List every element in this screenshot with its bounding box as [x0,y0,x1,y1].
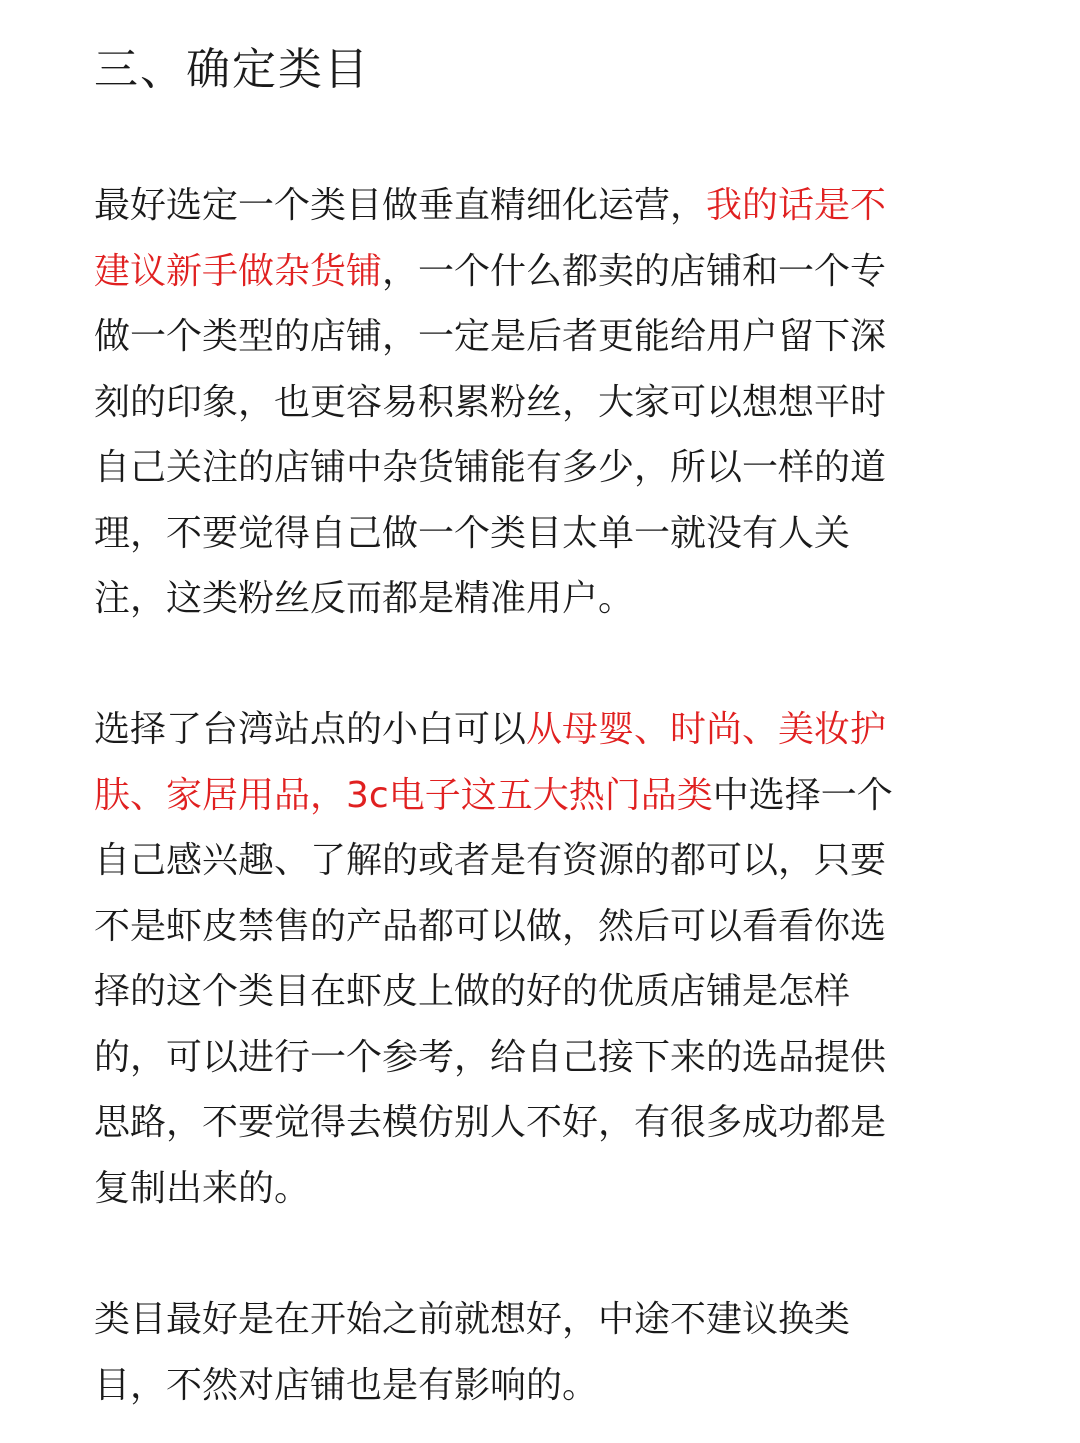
paragraph-line: 刻的印象，也更容易积累粉丝，大家可以想想平时 [94,381,887,423]
line-text: 选择了台湾站点的小白可以 [94,709,527,750]
paragraph-line [94,239,994,305]
highlight-text: 建议新手做杂货铺 [94,250,383,292]
paragraph-3 [94,1287,994,1418]
paragraph-line [94,173,994,239]
highlight-text: 从母婴、时尚、美妆护 [526,709,887,750]
paragraph-line: 复制出来的。 [94,1167,311,1209]
paragraph-line: 注，这类粉丝反而都是精准用户。 [94,578,635,619]
section-title: 三、确定类目 [94,44,370,95]
paragraph-line: 目，不然对店铺也是有影响的。 [94,1364,599,1406]
paragraph-line [94,763,994,829]
paragraph-2 [94,697,994,1221]
highlight-text: 肤、家居用品，3c电子这五大热门品类 [94,774,713,816]
paragraph-line: 类目最好是在开始之前就想好，中途不建议换类 [94,1299,851,1340]
paragraph-line [94,697,994,763]
line-text: ，一个什么都卖的店铺和一个专 [382,250,887,292]
paragraph-line: 自己感兴趣、了解的或者是有资源的都可以，只要 [94,840,887,881]
highlight-text: 我的话是不 [706,185,887,226]
paragraph-line: 的，可以进行一个参考，给自己接下来的选品提供 [94,1036,887,1078]
paragraph-line: 自己关注的店铺中杂货铺能有多少，所以一样的道 [94,447,887,488]
paragraph-line: 思路，不要觉得去模仿别人不好，有很多成功都是 [94,1102,887,1143]
paragraph-line: 不是虾皮禁售的产品都可以做，然后可以看看你选 [94,905,887,947]
paragraph-line: 做一个类型的店铺，一定是后者更能给用户留下深 [94,316,887,357]
line-text: 最好选定一个类目做垂直精细化运营， [94,185,707,226]
paragraph-line: 理，不要觉得自己做一个类目太单一就没有人关 [94,512,851,554]
paragraph-1 [94,173,994,632]
paragraph-line: 择的这个类目在虾皮上做的好的优质店铺是怎样 [94,971,851,1012]
line-text: 中选择一个 [712,774,893,816]
